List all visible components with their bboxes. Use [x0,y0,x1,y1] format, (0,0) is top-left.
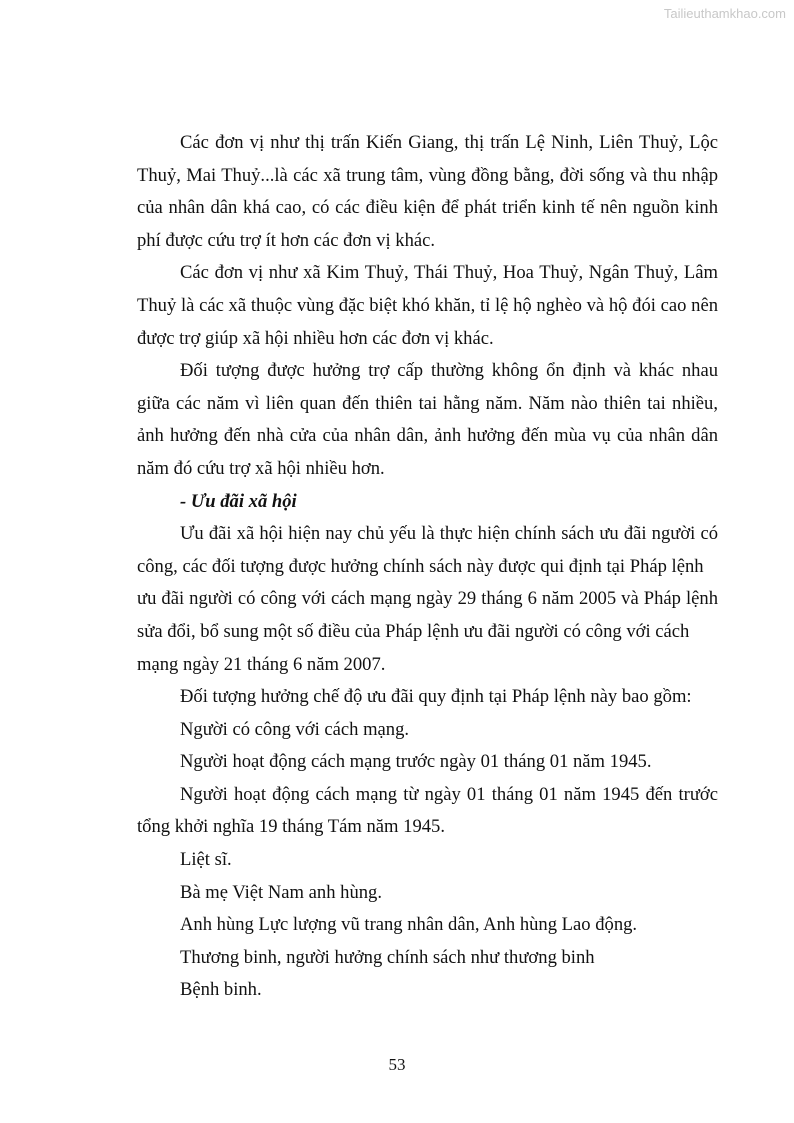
text-line: được trợ giúp xã hội nhiều hơn các đơn vị khác. [137,327,494,349]
text-line: Đối tượng hưởng chế độ ưu đãi quy định tại Pháp lệnh này bao gồm: [180,686,692,708]
text-line: tổng khởi nghĩa 19 tháng Tám năm 1945. [137,816,445,838]
text-line: sửa đổi, bổ sung một số điều của Pháp lệnh ưu đãi người có công với cách [137,620,690,642]
watermark: Tailieuthamkhao.com [663,6,786,21]
text-line: Các đơn vị như thị trấn Kiến Giang, thị trấn Lệ Ninh, Liên Thuỷ, Lộc [180,132,718,153]
page-number: 53 [388,1055,406,1074]
body-text [137,127,718,1007]
text-line: phí được cứu trợ ít hơn các đơn vị khác. [137,229,436,251]
text-line: Bệnh binh. [180,979,262,1001]
text-line: Đối tượng được hưởng trợ cấp thường không ổn định và khác nhau [180,360,718,382]
text-line: của nhân dân khá cao, có các điều kiện để phát triển kinh tế nên nguồn kinh [137,197,718,219]
text-line: Anh hùng Lực lượng vũ trang nhân dân, Anh hùng Lao động. [180,914,638,936]
text-line: Liệt sĩ. [180,849,232,871]
text-line: Các đơn vị như xã Kim Thuỷ, Thái Thuỷ, Hoa Thuỷ, Ngân Thuỷ, Lâm [180,262,718,284]
text-line: Người có công với cách mạng. [180,718,410,740]
text-line: Bà mẹ Việt Nam anh hùng. [180,881,382,903]
text-line: giữa các năm vì liên quan đến thiên tai hằng năm. Năm nào thiên tai nhiều, [137,392,718,414]
text-line: công, các đối tượng được hưởng chính sách này được qui định tại Pháp lệnh [137,555,704,577]
text-line: Người hoạt động cách mạng từ ngày 01 tháng 01 năm 1945 đến trước [180,783,718,805]
text-line: Thuỷ là các xã thuộc vùng đặc biệt khó khăn, tỉ lệ hộ nghèo và hộ đói cao nên [137,294,718,316]
text-line: ảnh hưởng đến nhà cửa của nhân dân, ảnh hưởng đến mùa vụ của nhân dân [137,425,718,447]
text-line: mạng ngày 21 tháng 6 năm 2007. [137,653,386,675]
text-line: Thương binh, người hưởng chính sách như thương binh [180,946,595,968]
text-line: Thuỷ, Mai Thuỷ...là các xã trung tâm, vùng đồng bằng, đời sống và thu nhập [137,164,718,186]
text-line: năm đó cứu trợ xã hội nhiều hơn. [137,457,385,479]
text-line: Ưu đãi xã hội hiện nay chủ yếu là thực hiện chính sách ưu đãi người có [180,523,718,545]
section-heading: - Ưu đãi xã hội [180,490,297,512]
text-line: Người hoạt động cách mạng trước ngày 01 tháng 01 năm 1945. [180,751,652,773]
text-line: ưu đãi người có công với cách mạng ngày 29 tháng 6 năm 2005 và Pháp lệnh [137,588,718,610]
